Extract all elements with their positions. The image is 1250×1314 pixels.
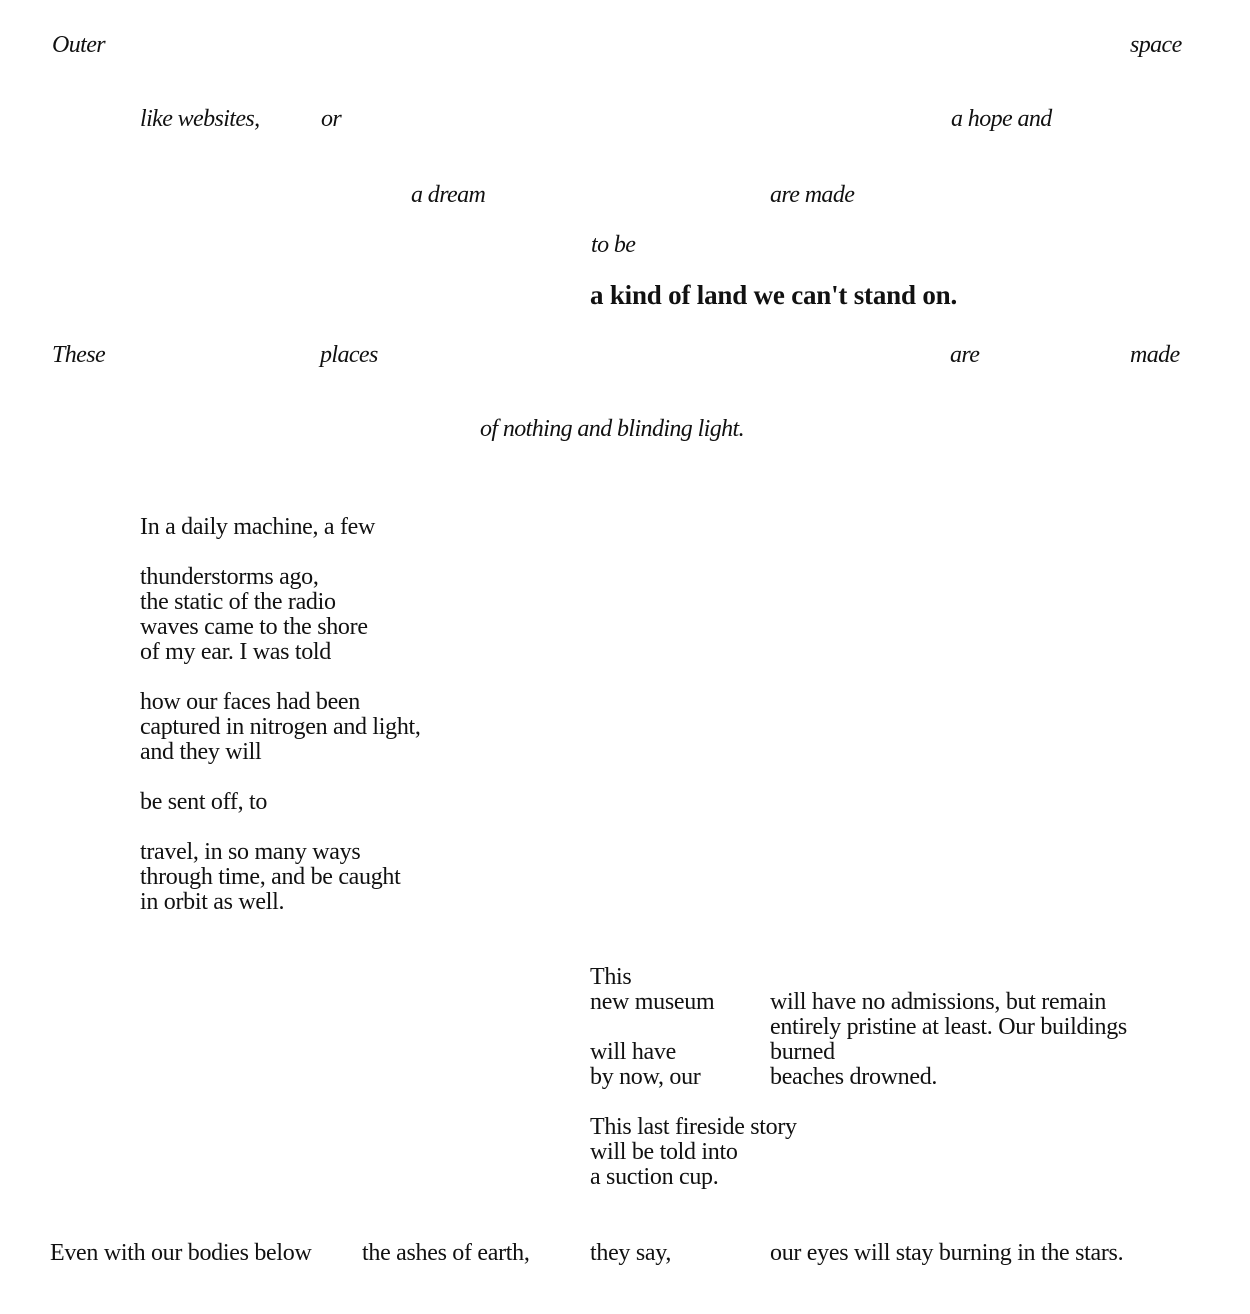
poem-stanza xyxy=(140,790,421,815)
footer-eyes-burning: our eyes will stay burning in the stars. xyxy=(770,1240,1124,1266)
fireside-stanza xyxy=(590,1115,797,1190)
museum-line: beaches drowned. xyxy=(770,1064,938,1090)
word-a-hope-and: a hope and xyxy=(951,106,1052,132)
line-of-nothing: of nothing and blinding light. xyxy=(480,416,745,442)
word-are-made: are made xyxy=(770,182,855,208)
museum-line: new museum xyxy=(590,989,715,1015)
footer-bodies-below: Even with our bodies below xyxy=(50,1240,312,1266)
word-outer: Outer xyxy=(52,32,105,58)
poem-stanza xyxy=(140,690,421,765)
poem-line: how our faces had been xyxy=(140,689,360,715)
museum-line: entirely pristine at least. Our buildings xyxy=(770,1014,1127,1040)
word-a-dream: a dream xyxy=(411,182,486,208)
museum-line: will have no admissions, but remain xyxy=(770,989,1107,1015)
poem-line: the static of the radio xyxy=(140,589,336,615)
museum-col-2 xyxy=(770,990,1127,1090)
museum-line: will have xyxy=(590,1039,676,1065)
word-like-websites: like websites, xyxy=(140,106,260,132)
museum-line: burned xyxy=(770,1039,835,1065)
museum-col-1 xyxy=(590,965,714,1090)
poem-line: of my ear. I was told xyxy=(140,639,331,665)
poem-line: be sent off, to xyxy=(140,789,268,815)
poem-line: through time, and be caught xyxy=(140,864,401,890)
word-places: places xyxy=(320,342,378,368)
word-these: These xyxy=(52,342,105,368)
word-to-be: to be xyxy=(591,232,636,258)
fireside-line: a suction cup. xyxy=(590,1164,719,1190)
museum-line xyxy=(590,1015,714,1040)
poem-stanza xyxy=(140,840,421,915)
poem-line: In a daily machine, a few xyxy=(140,514,376,540)
poem-line: captured in nitrogen and light, xyxy=(140,714,421,740)
poem-line: and they will xyxy=(140,739,262,765)
poem-line: waves came to the shore xyxy=(140,614,368,640)
museum-line: by now, our xyxy=(590,1064,701,1090)
museum-line: This xyxy=(590,964,632,990)
line-kind-of-land: a kind of land we can't stand on. xyxy=(590,280,957,310)
poem-stanza xyxy=(140,565,421,665)
word-are: are xyxy=(950,342,980,368)
left-poem xyxy=(140,515,421,915)
fireside-line: will be told into xyxy=(590,1139,738,1165)
footer-ashes: the ashes of earth, xyxy=(362,1240,530,1266)
fireside-line: This last fireside story xyxy=(590,1114,797,1140)
word-or: or xyxy=(321,106,342,132)
poem-line: thunderstorms ago, xyxy=(140,564,319,590)
poem-stanza xyxy=(140,515,421,540)
poem-line: in orbit as well. xyxy=(140,889,285,915)
poem-line: travel, in so many ways xyxy=(140,839,361,865)
word-space: space xyxy=(1130,32,1182,58)
word-made: made xyxy=(1130,342,1180,368)
footer-they-say: they say, xyxy=(590,1240,672,1266)
